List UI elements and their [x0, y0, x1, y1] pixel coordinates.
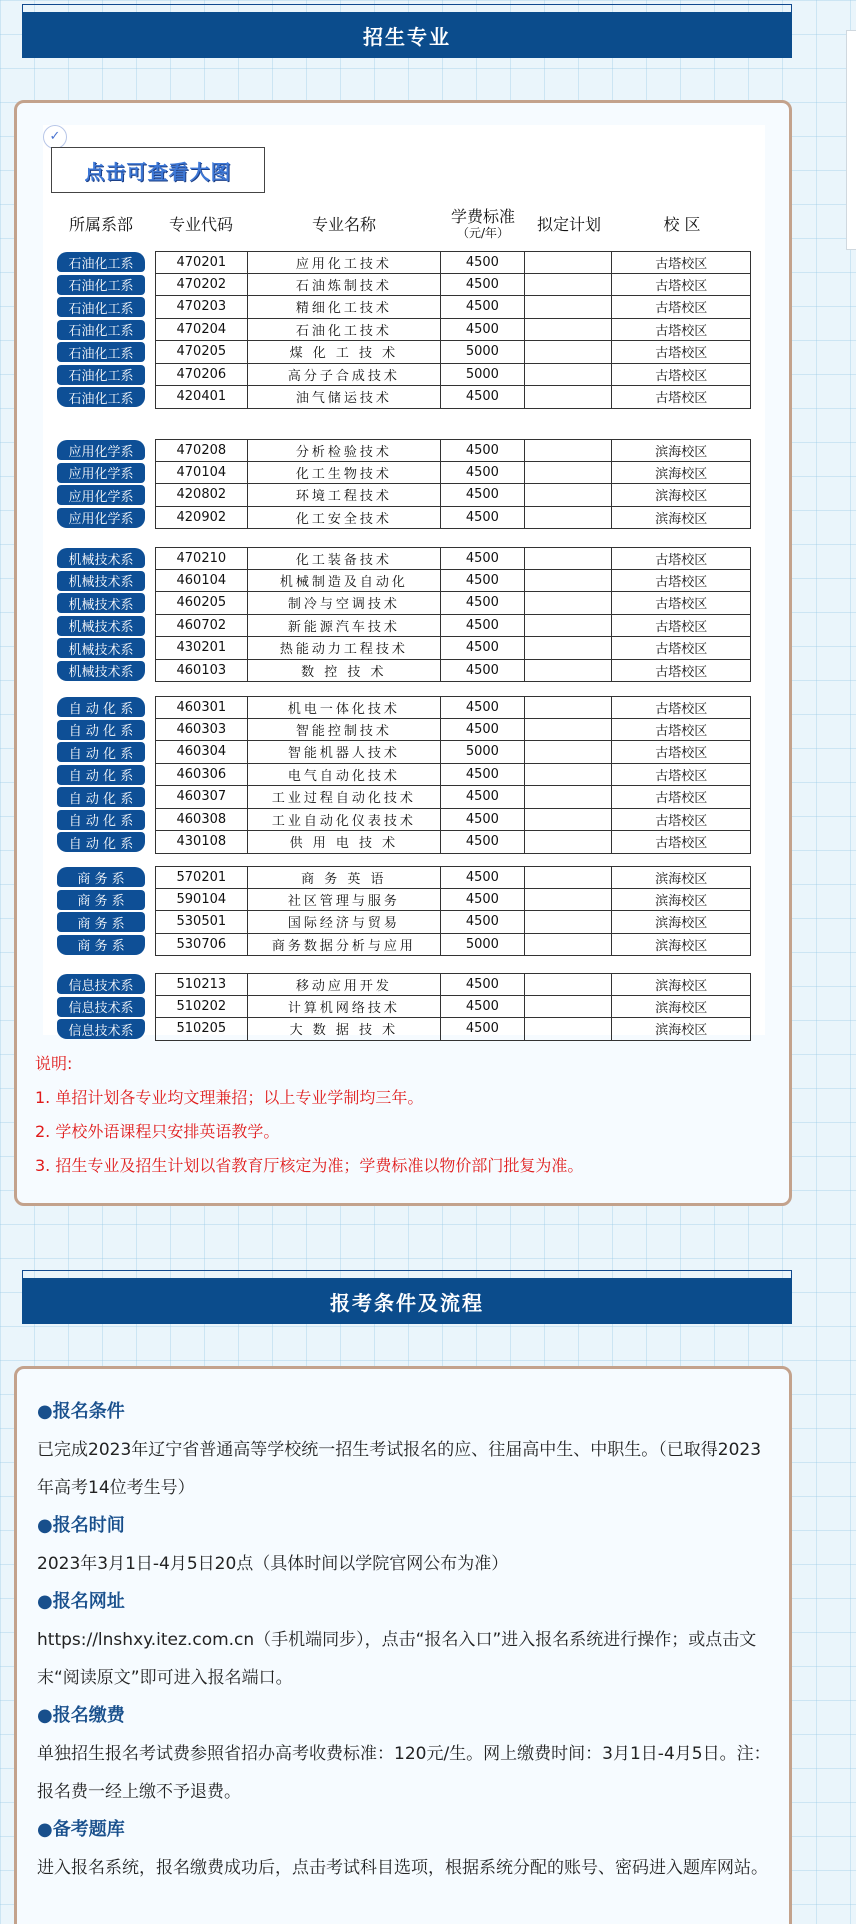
cell-plan [525, 440, 613, 461]
department-label: 机械技术系 [57, 593, 145, 613]
table-row [57, 637, 765, 660]
cell-code: 460301 [156, 697, 248, 718]
cell-fee: 4500 [441, 484, 525, 506]
row-cells [155, 764, 751, 787]
cell-campus: 古塔校区 [655, 791, 708, 807]
row-cells [155, 341, 751, 364]
cell-campus: 古塔校区 [655, 723, 708, 739]
cell-code: 470204 [156, 319, 248, 341]
row-cells [155, 484, 751, 507]
cell-campus: 古塔校区 [655, 278, 708, 294]
table-row [57, 547, 765, 570]
department-label: 机械技术系 [57, 616, 145, 636]
row-cells [155, 786, 751, 809]
department-label: 信息技术系 [57, 974, 145, 994]
table-row [57, 741, 765, 764]
row-cells [155, 637, 751, 660]
cell-fee: 5000 [441, 341, 525, 363]
cell-campus: 古塔校区 [655, 746, 708, 762]
department-label: 机械技术系 [57, 571, 145, 591]
cell-code: 470210 [156, 548, 248, 569]
department-label: 自 动 化 系 [57, 697, 145, 717]
notes [35, 1047, 775, 1183]
cell-plan [525, 484, 613, 506]
department-label: 石油化工系 [57, 342, 145, 362]
cell-plan [525, 319, 613, 341]
department-label: 机械技术系 [57, 661, 145, 681]
cell-fee: 4500 [441, 911, 525, 933]
cell-code: 510213 [156, 974, 248, 995]
department-label: 应用化学系 [57, 440, 145, 460]
cell-campus: 古塔校区 [655, 301, 708, 317]
cell-plan [525, 809, 613, 831]
cell-plan [525, 570, 613, 592]
cell-plan [525, 867, 613, 888]
table-row [57, 660, 765, 683]
cell-code: 470205 [156, 341, 248, 363]
cell-campus: 滨海校区 [655, 938, 708, 954]
table-row [57, 484, 765, 507]
cell-plan [525, 252, 613, 273]
cell-campus: 古塔校区 [655, 619, 708, 635]
cell-campus: 古塔校区 [655, 597, 708, 613]
cell-code: 460702 [156, 615, 248, 637]
section-title: 报考条件及流程 [22, 1278, 792, 1324]
cell-campus: 滨海校区 [655, 511, 708, 527]
cell-fee: 4500 [441, 615, 525, 637]
cell-name: 油气储运技术 [248, 386, 441, 408]
header-fee [441, 203, 525, 247]
table-row [57, 615, 765, 638]
table-row [57, 911, 765, 934]
department-label: 机械技术系 [57, 548, 145, 568]
cell-code: 470208 [156, 440, 248, 461]
cell-fee: 4500 [441, 440, 525, 461]
note-item: 1. 单招计划各专业均文理兼招；以上专业学制均三年。 [35, 1088, 424, 1107]
cell-code: 510205 [156, 1018, 248, 1040]
cell-code: 460103 [156, 660, 248, 682]
row-cells [155, 462, 751, 485]
cell-plan [525, 592, 613, 614]
info-heading: ●备考题库 [37, 1819, 125, 1840]
department-label: 商 务 系 [57, 912, 145, 932]
department-label: 自 动 化 系 [57, 787, 145, 807]
table-row [57, 696, 765, 719]
row-cells [155, 996, 751, 1019]
cell-fee: 4500 [441, 462, 525, 484]
cell-campus: 滨海校区 [655, 978, 708, 994]
table-row [57, 274, 765, 297]
cell-name: 应用化工技术 [248, 252, 441, 273]
department-group [57, 696, 765, 854]
department-label: 石油化工系 [57, 365, 145, 385]
info-text: 进入报名系统，报名缴费成功后，点击考试科目选项，根据系统分配的账号、密码进入题库网站。 [37, 1858, 768, 1878]
cell-fee: 4500 [441, 809, 525, 831]
note-item: 2. 学校外语课程只安排英语教学。 [35, 1122, 280, 1141]
cell-code: 430108 [156, 831, 248, 853]
info-text: 2023年3月1日-4月5日20点（具体时间以学院官网公布为准） [37, 1554, 509, 1574]
cell-campus: 古塔校区 [655, 346, 708, 362]
cell-name: 分析检验技术 [248, 440, 441, 461]
department-label: 应用化学系 [57, 508, 145, 528]
cell-fee: 4500 [441, 867, 525, 888]
cell-name: 制冷与空调技术 [248, 592, 441, 614]
row-cells [155, 973, 751, 996]
conditions-list [37, 1393, 777, 1887]
info-heading: ●报名网址 [37, 1591, 125, 1612]
cell-plan [525, 660, 613, 682]
notes-title: 说明: [35, 1054, 73, 1073]
cell-campus: 古塔校区 [655, 391, 708, 407]
majors-table-image[interactable] [43, 125, 765, 1039]
row-cells [155, 319, 751, 342]
cell-name: 国际经济与贸易 [248, 911, 441, 933]
row-cells [155, 251, 751, 274]
cell-plan [525, 637, 613, 659]
table-row [57, 1018, 765, 1041]
table-row [57, 570, 765, 593]
table-row [57, 719, 765, 742]
row-cells [155, 592, 751, 615]
cell-code: 420902 [156, 507, 248, 529]
row-cells [155, 615, 751, 638]
cell-campus: 古塔校区 [655, 574, 708, 590]
cell-name: 移动应用开发 [248, 974, 441, 995]
row-cells [155, 364, 751, 387]
table-row [57, 251, 765, 274]
header-dept: 所属系部 [68, 215, 133, 234]
row-cells [155, 809, 751, 832]
cell-plan [525, 996, 613, 1018]
row-cells [155, 547, 751, 570]
cell-name: 新能源汽车技术 [248, 615, 441, 637]
section-header-conditions [22, 1270, 792, 1324]
row-cells [155, 934, 751, 957]
cell-fee: 5000 [441, 741, 525, 763]
cell-code: 470104 [156, 462, 248, 484]
cell-code: 470202 [156, 274, 248, 296]
row-cells [155, 570, 751, 593]
table-row [57, 996, 765, 1019]
department-label: 应用化学系 [57, 463, 145, 483]
department-group [57, 866, 765, 956]
cell-plan [525, 1018, 613, 1040]
cell-name: 工业自动化仪表技术 [248, 809, 441, 831]
info-text: 已完成2023年辽宁省普通高等学校统一招生考试报名的应、往届高中生、中职生。（已取得2023年高考14位考生号） [37, 1440, 762, 1498]
cell-name: 商 务 英 语 [248, 867, 441, 888]
table-row [57, 934, 765, 957]
cell-plan [525, 548, 613, 569]
department-label: 信息技术系 [57, 997, 145, 1017]
cell-campus: 滨海校区 [655, 1023, 708, 1039]
cell-campus: 滨海校区 [655, 466, 708, 482]
table-row [57, 786, 765, 809]
view-large-image-button[interactable]: 点击可查看大图 [51, 147, 265, 193]
cell-fee: 4500 [441, 548, 525, 569]
cell-code: 430201 [156, 637, 248, 659]
cell-fee: 4500 [441, 319, 525, 341]
info-heading: ●报名时间 [37, 1515, 125, 1536]
row-cells [155, 507, 751, 530]
cell-code: 460307 [156, 786, 248, 808]
cell-code: 420802 [156, 484, 248, 506]
cell-campus: 滨海校区 [655, 916, 708, 932]
cell-fee: 4500 [441, 786, 525, 808]
cell-fee: 5000 [441, 934, 525, 956]
cell-fee: 4500 [441, 996, 525, 1018]
department-label: 应用化学系 [57, 485, 145, 505]
row-cells [155, 296, 751, 319]
cell-name: 化工装备技术 [248, 548, 441, 569]
cell-plan [525, 831, 613, 853]
header-name: 专业名称 [311, 215, 376, 234]
department-label: 自 动 化 系 [57, 742, 145, 762]
table-row [57, 296, 765, 319]
cell-code: 590104 [156, 889, 248, 911]
cell-name: 机电一体化技术 [248, 697, 441, 718]
cell-plan [525, 274, 613, 296]
cell-name: 化工安全技术 [248, 507, 441, 529]
cell-fee: 4500 [441, 570, 525, 592]
cell-name: 商务数据分析与应用 [248, 934, 441, 956]
row-cells [155, 439, 751, 462]
cell-code: 510202 [156, 996, 248, 1018]
cell-name: 大 数 据 技 术 [248, 1018, 441, 1040]
cell-fee: 4500 [441, 1018, 525, 1040]
cell-name: 煤 化 工 技 术 [248, 341, 441, 363]
table-row [57, 341, 765, 364]
cell-plan [525, 615, 613, 637]
row-cells [155, 660, 751, 683]
cell-campus: 古塔校区 [655, 836, 708, 852]
table-row [57, 439, 765, 462]
cell-plan [525, 296, 613, 318]
cell-fee: 4500 [441, 831, 525, 853]
department-label: 机械技术系 [57, 638, 145, 658]
cell-code: 420401 [156, 386, 248, 408]
cell-fee: 4500 [441, 660, 525, 682]
department-label: 自 动 化 系 [57, 832, 145, 852]
department-label: 石油化工系 [57, 252, 145, 272]
table-row [57, 507, 765, 530]
cell-plan [525, 697, 613, 718]
check-icon: ✓ [43, 125, 67, 149]
cell-name: 环境工程技术 [248, 484, 441, 506]
row-cells [155, 831, 751, 854]
cell-name: 高分子合成技术 [248, 364, 441, 386]
table-row [57, 866, 765, 889]
department-label: 石油化工系 [57, 387, 145, 407]
cell-fee: 4500 [441, 296, 525, 318]
cell-fee: 5000 [441, 364, 525, 386]
header-campus: 校 区 [663, 215, 701, 234]
cell-code: 470206 [156, 364, 248, 386]
section-title: 招生专业 [22, 12, 792, 58]
cell-plan [525, 462, 613, 484]
cell-name: 电气自动化技术 [248, 764, 441, 786]
cell-name: 石油炼制技术 [248, 274, 441, 296]
cell-campus: 古塔校区 [655, 701, 708, 717]
cell-code: 470201 [156, 252, 248, 273]
department-group [57, 547, 765, 682]
cell-code: 460306 [156, 764, 248, 786]
cell-code: 460308 [156, 809, 248, 831]
side-panel [846, 30, 856, 250]
cell-code: 460304 [156, 741, 248, 763]
cell-code: 470203 [156, 296, 248, 318]
cell-name: 工业过程自动化技术 [248, 786, 441, 808]
table-row [57, 462, 765, 485]
department-group [57, 439, 765, 529]
cell-name: 石油化工技术 [248, 319, 441, 341]
row-cells [155, 741, 751, 764]
cell-campus: 滨海校区 [655, 893, 708, 909]
note-item: 3. 招生专业及招生计划以省教育厅核定为准；学费标准以物价部门批复为准。 [35, 1156, 584, 1175]
cell-code: 530501 [156, 911, 248, 933]
table-row [57, 364, 765, 387]
cell-name: 供 用 电 技 术 [248, 831, 441, 853]
department-label: 商 务 系 [57, 867, 145, 887]
section-header-majors [22, 4, 792, 58]
header-plan: 拟定计划 [536, 215, 601, 234]
cell-campus: 滨海校区 [655, 489, 708, 505]
table-row [57, 831, 765, 854]
row-cells [155, 719, 751, 742]
header-fee-unit: （元/年） [456, 226, 510, 240]
row-cells [155, 866, 751, 889]
table-row [57, 973, 765, 996]
cell-fee: 4500 [441, 274, 525, 296]
department-group [57, 973, 765, 1041]
cell-name: 热能动力工程技术 [248, 637, 441, 659]
cell-campus: 滨海校区 [655, 1000, 708, 1016]
cell-campus: 古塔校区 [655, 642, 708, 658]
cell-plan [525, 974, 613, 995]
row-cells [155, 1018, 751, 1041]
cell-name: 智能机器人技术 [248, 741, 441, 763]
cell-code: 530706 [156, 934, 248, 956]
cell-plan [525, 364, 613, 386]
cell-code: 570201 [156, 867, 248, 888]
cell-plan [525, 889, 613, 911]
table-row [57, 386, 765, 409]
majors-card [14, 100, 792, 1206]
cell-plan [525, 741, 613, 763]
cell-campus: 古塔校区 [655, 664, 708, 680]
row-cells [155, 911, 751, 934]
department-group [57, 251, 765, 409]
department-label: 石油化工系 [57, 275, 145, 295]
cell-campus: 古塔校区 [655, 368, 708, 384]
cell-campus: 古塔校区 [655, 323, 708, 339]
cell-name: 精细化工技术 [248, 296, 441, 318]
cell-campus: 古塔校区 [655, 813, 708, 829]
cell-name: 计算机网络技术 [248, 996, 441, 1018]
cell-name: 数 控 技 术 [248, 660, 441, 682]
cell-fee: 4500 [441, 974, 525, 995]
table-row [57, 889, 765, 912]
cell-name: 智能控制技术 [248, 719, 441, 741]
cell-campus: 古塔校区 [655, 256, 708, 272]
row-cells [155, 386, 751, 409]
department-label: 自 动 化 系 [57, 765, 145, 785]
table-row [57, 319, 765, 342]
cell-fee: 4500 [441, 252, 525, 273]
cell-code: 460303 [156, 719, 248, 741]
cell-fee: 4500 [441, 592, 525, 614]
cell-campus: 古塔校区 [655, 552, 708, 568]
info-heading: ●报名条件 [37, 1401, 125, 1422]
cell-plan [525, 911, 613, 933]
department-label: 自 动 化 系 [57, 720, 145, 740]
conditions-card [14, 1366, 792, 1924]
header-fee-label: 学费标准 [450, 207, 515, 226]
cell-fee: 4500 [441, 386, 525, 408]
table-row [57, 592, 765, 615]
table-row [57, 809, 765, 832]
cell-plan [525, 934, 613, 956]
info-heading: ●报名缴费 [37, 1705, 125, 1726]
cell-name: 社区管理与服务 [248, 889, 441, 911]
cell-plan [525, 507, 613, 529]
cell-campus: 滨海校区 [655, 444, 708, 460]
row-cells [155, 696, 751, 719]
cell-fee: 4500 [441, 507, 525, 529]
department-label: 商 务 系 [57, 890, 145, 910]
department-label: 商 务 系 [57, 935, 145, 955]
cell-name: 机械制造及自动化 [248, 570, 441, 592]
department-label: 信息技术系 [57, 1019, 145, 1039]
row-cells [155, 274, 751, 297]
cell-campus: 古塔校区 [655, 768, 708, 784]
table-row [57, 764, 765, 787]
cell-plan [525, 786, 613, 808]
cell-fee: 4500 [441, 697, 525, 718]
cell-fee: 4500 [441, 637, 525, 659]
cell-plan [525, 719, 613, 741]
department-label: 自 动 化 系 [57, 810, 145, 830]
header-code: 专业代码 [168, 215, 233, 234]
cell-code: 460205 [156, 592, 248, 614]
cell-code: 460104 [156, 570, 248, 592]
department-label: 石油化工系 [57, 297, 145, 317]
cell-plan [525, 341, 613, 363]
cell-fee: 4500 [441, 889, 525, 911]
row-cells [155, 889, 751, 912]
info-text: 单独招生报名考试费参照省招办高考收费标准：120元/生。网上缴费时间：3月1日-4月5日。注：报名费一经上缴不予退费。 [37, 1744, 771, 1802]
cell-plan [525, 386, 613, 408]
info-text-url[interactable]: https://lnshxy.itez.com.cn（手机端同步），点击“报名入口”进入报名系统进行操作；或点击文末“阅读原文”即可进入报名端口。 [37, 1630, 757, 1688]
department-label: 石油化工系 [57, 320, 145, 340]
cell-name: 化工生物技术 [248, 462, 441, 484]
cell-fee: 4500 [441, 764, 525, 786]
cell-plan [525, 764, 613, 786]
cell-campus: 滨海校区 [655, 871, 708, 887]
cell-fee: 4500 [441, 719, 525, 741]
